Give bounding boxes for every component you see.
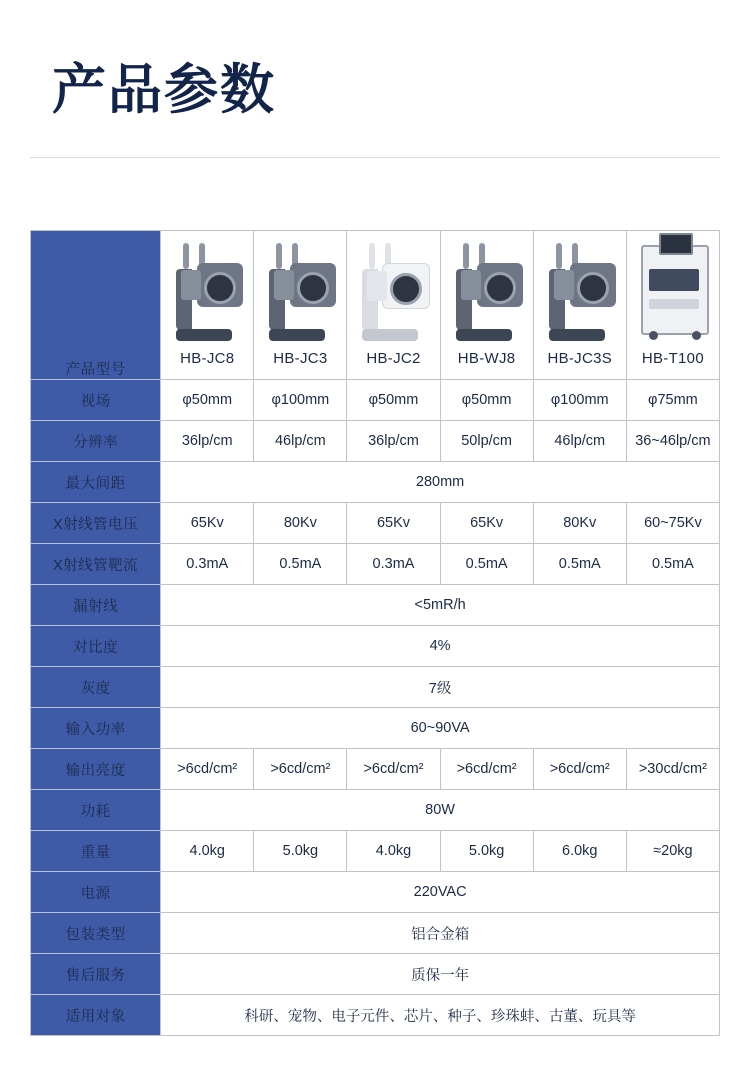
table-cell-span: 280mm <box>161 462 720 503</box>
table-row <box>31 831 720 872</box>
table-cell: >30cd/cm² <box>626 749 719 790</box>
table-cell: 36~46lp/cm <box>626 421 719 462</box>
row-label: 视场 <box>31 380 161 421</box>
table-cell: 6.0kg <box>533 831 626 872</box>
table-cell-span: 7级 <box>161 667 720 708</box>
table-cell-span: 科研、宠物、电子元件、芯片、种子、珍珠蚌、古董、玩具等 <box>161 995 720 1036</box>
table-cell: φ100mm <box>533 380 626 421</box>
product-spec-table <box>30 230 720 1036</box>
row-label: 重量 <box>31 831 161 872</box>
table-cell: φ75mm <box>626 380 719 421</box>
row-label: 灰度 <box>31 667 161 708</box>
model-name: HB-T100 <box>641 350 704 367</box>
table-cell: 0.3mA <box>161 544 254 585</box>
table-row <box>31 749 720 790</box>
model-name: HB-JC2 <box>366 350 421 367</box>
table-row <box>31 954 720 995</box>
row-label: 功耗 <box>31 790 161 831</box>
table-cell: φ50mm <box>347 380 440 421</box>
table-cell: >6cd/cm² <box>161 749 254 790</box>
table-cell: 80Kv <box>254 503 347 544</box>
row-label: 分辨率 <box>31 421 161 462</box>
table-row <box>31 790 720 831</box>
row-label: 输出亮度 <box>31 749 161 790</box>
c-arm-gray-device-icon <box>163 237 251 341</box>
c-arm-white-device-icon <box>349 237 437 341</box>
row-label: 包装类型 <box>31 913 161 954</box>
table-cell: 0.5mA <box>533 544 626 585</box>
row-label: 电源 <box>31 872 161 913</box>
table-cell: >6cd/cm² <box>440 749 533 790</box>
model-name: HB-JC8 <box>180 350 235 367</box>
table-row <box>31 626 720 667</box>
table-cell: 4.0kg <box>347 831 440 872</box>
table-row <box>31 995 720 1036</box>
table-cell: φ100mm <box>254 380 347 421</box>
table-row <box>31 667 720 708</box>
table-row <box>31 872 720 913</box>
row-label-model: 产品型号 <box>31 231 161 380</box>
table-cell-span: 220VAC <box>161 872 720 913</box>
table-cell: 36lp/cm <box>161 421 254 462</box>
table-cell: ≈20kg <box>626 831 719 872</box>
table-row <box>31 503 720 544</box>
table-cell-span: 质保一年 <box>161 954 720 995</box>
table-cell: 0.3mA <box>347 544 440 585</box>
row-label: 适用对象 <box>31 995 161 1036</box>
row-label: 售后服务 <box>31 954 161 995</box>
table-row-models <box>31 231 720 380</box>
row-label: X射线管电压 <box>31 503 161 544</box>
table-row <box>31 544 720 585</box>
row-label: 最大间距 <box>31 462 161 503</box>
page-title: 产品参数 <box>52 60 276 120</box>
table-cell-model-5 <box>626 231 719 380</box>
table-cell: 60~75Kv <box>626 503 719 544</box>
table-cell: 5.0kg <box>254 831 347 872</box>
model-name: HB-WJ8 <box>457 350 516 367</box>
table-cell: 4.0kg <box>161 831 254 872</box>
c-arm-gray-device-icon <box>443 237 531 341</box>
table-cell: 0.5mA <box>440 544 533 585</box>
table-cell-model-2 <box>347 231 440 380</box>
table-cell: >6cd/cm² <box>533 749 626 790</box>
table-row <box>31 421 720 462</box>
table-cell: 80Kv <box>533 503 626 544</box>
c-arm-gray-device-icon <box>256 237 344 341</box>
table-cell: 50lp/cm <box>440 421 533 462</box>
table-cell-span: 80W <box>161 790 720 831</box>
table-cell: φ50mm <box>440 380 533 421</box>
table-cell-model-3 <box>440 231 533 380</box>
table-row <box>31 585 720 626</box>
product-spec-table-wrapper <box>30 230 720 1036</box>
table-cell-model-1 <box>254 231 347 380</box>
table-cell-span: <5mR/h <box>161 585 720 626</box>
table-cell-model-4 <box>533 231 626 380</box>
table-cell: 65Kv <box>347 503 440 544</box>
table-row <box>31 380 720 421</box>
row-label: 对比度 <box>31 626 161 667</box>
table-row <box>31 462 720 503</box>
table-cell: >6cd/cm² <box>347 749 440 790</box>
table-cell-span: 4% <box>161 626 720 667</box>
table-cell-span: 铝合金箱 <box>161 913 720 954</box>
row-label: 漏射线 <box>31 585 161 626</box>
table-cell: 0.5mA <box>254 544 347 585</box>
table-cell: 46lp/cm <box>254 421 347 462</box>
table-cell: 36lp/cm <box>347 421 440 462</box>
row-label: X射线管靶流 <box>31 544 161 585</box>
header-divider <box>30 157 720 158</box>
table-cell: 0.5mA <box>626 544 719 585</box>
model-name: HB-JC3S <box>547 350 613 367</box>
table-cell-span: 60~90VA <box>161 708 720 749</box>
table-cell-model-0 <box>161 231 254 380</box>
table-row <box>31 708 720 749</box>
table-cell: φ50mm <box>161 380 254 421</box>
table-cell: 65Kv <box>161 503 254 544</box>
cabinet-cart-device-icon <box>629 237 717 341</box>
table-cell: 65Kv <box>440 503 533 544</box>
table-cell: >6cd/cm² <box>254 749 347 790</box>
table-row <box>31 913 720 954</box>
c-arm-gray-device-icon <box>536 237 624 341</box>
table-cell: 5.0kg <box>440 831 533 872</box>
model-name: HB-JC3 <box>273 350 328 367</box>
row-label: 输入功率 <box>31 708 161 749</box>
table-cell: 46lp/cm <box>533 421 626 462</box>
